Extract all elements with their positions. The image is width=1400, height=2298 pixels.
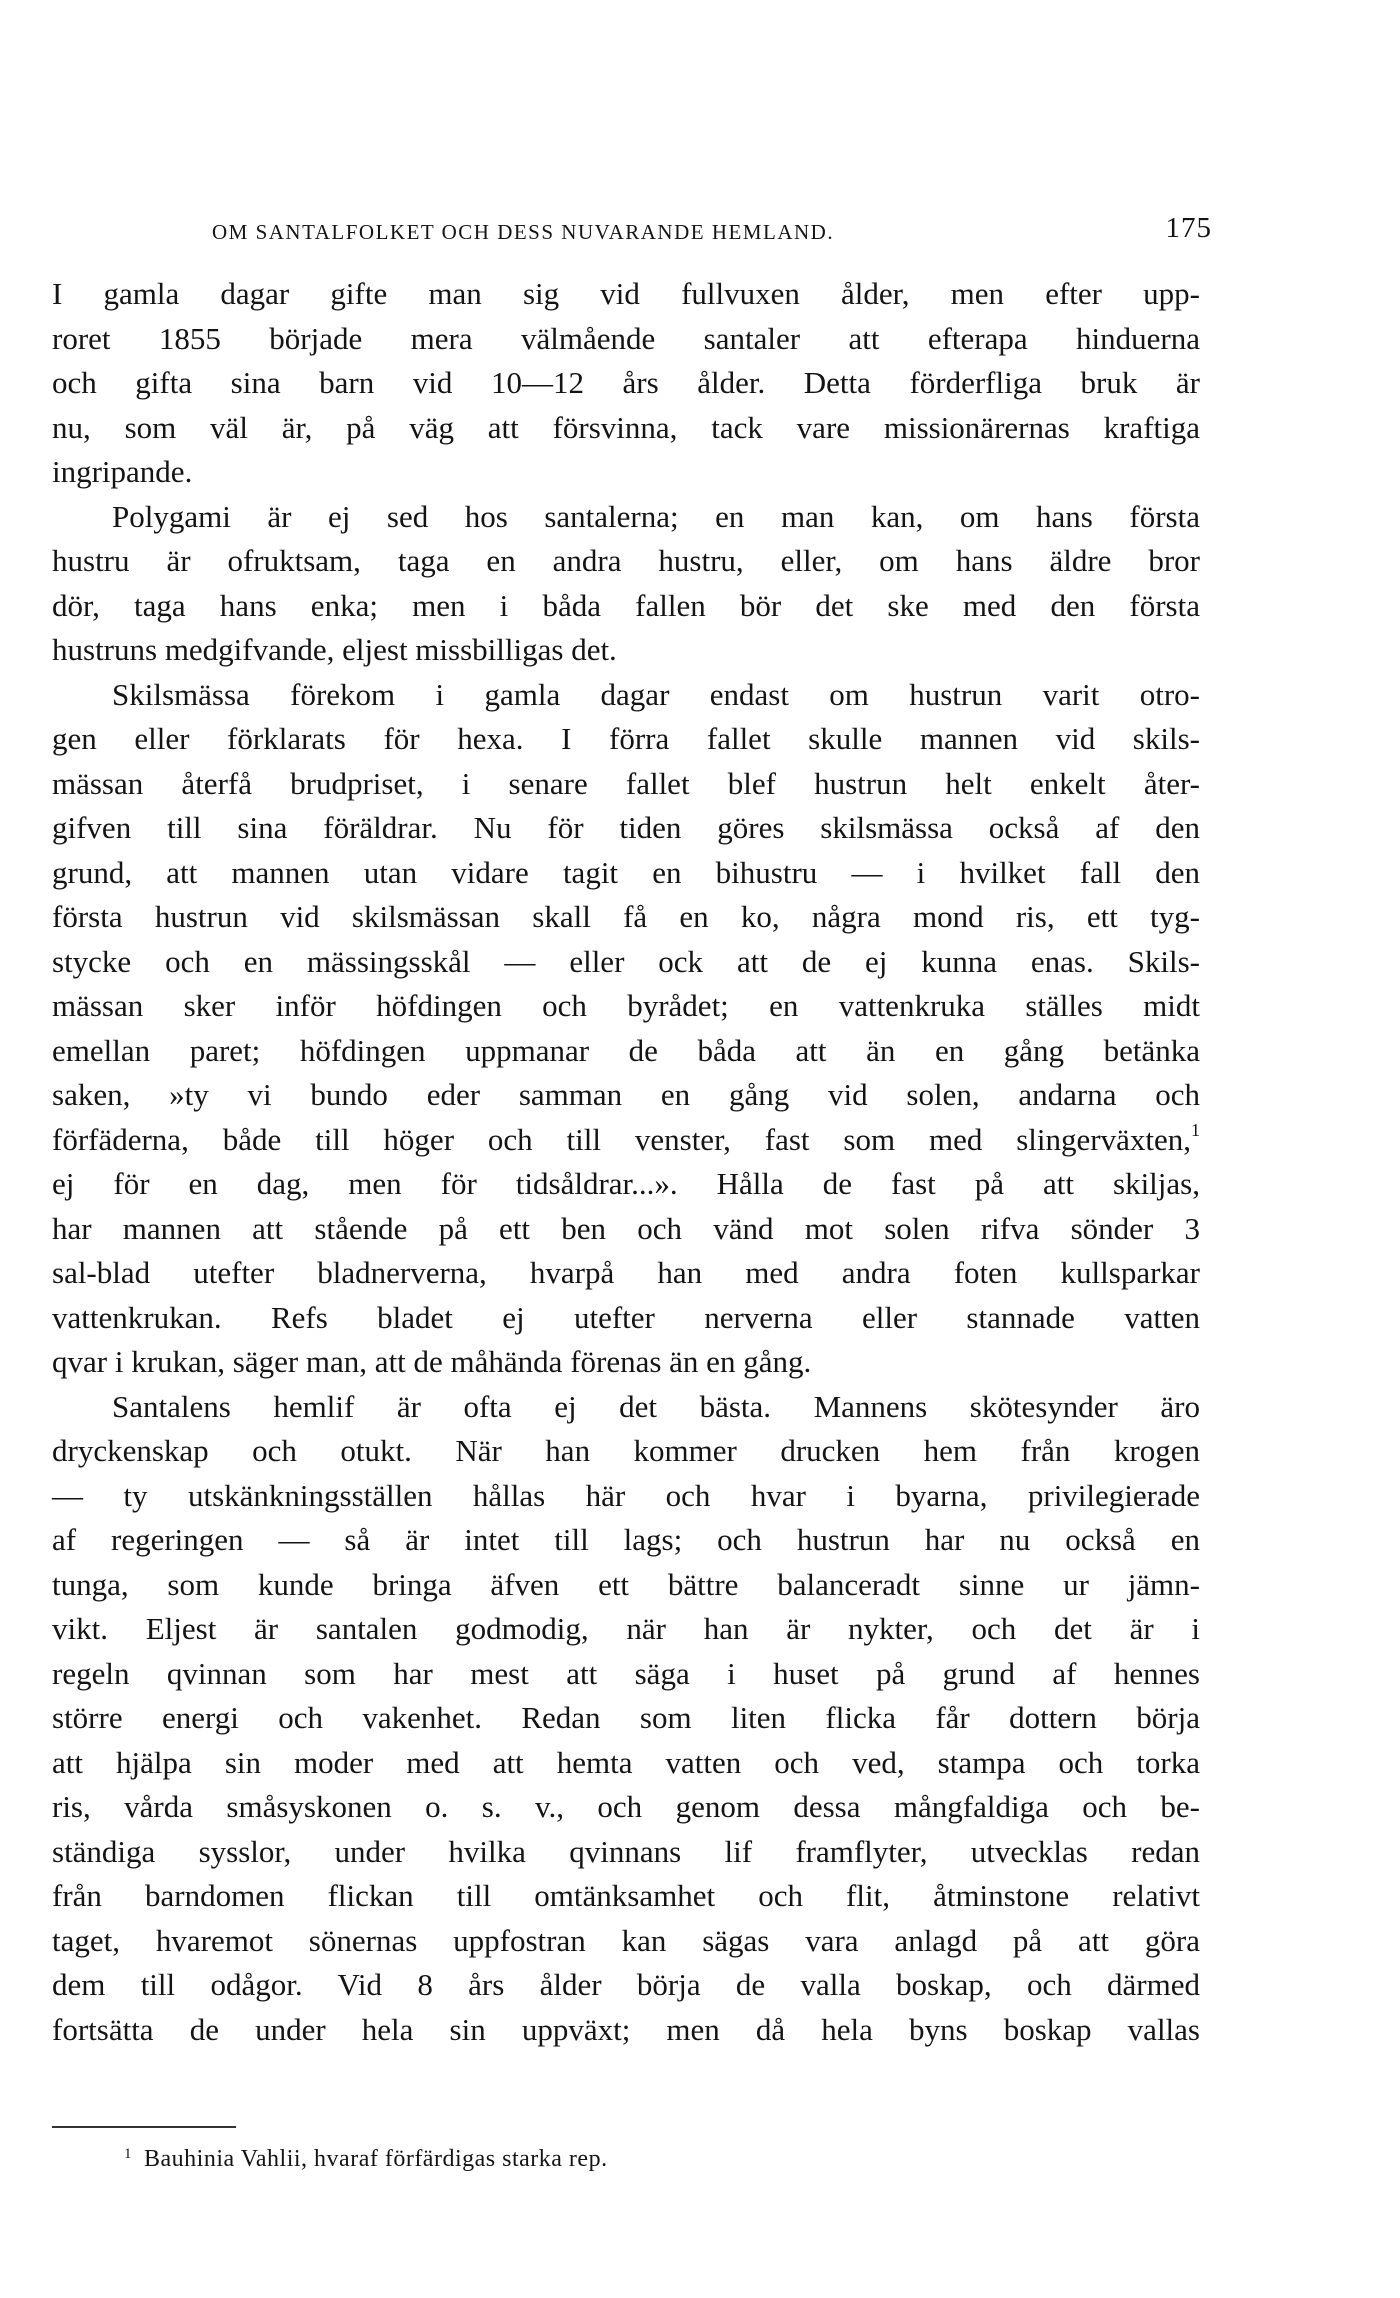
- footnote-rule: [52, 2126, 236, 2128]
- text-line: [52, 1207, 1200, 1252]
- text-line-content: att hjälpa sin moder med att hemta vatten och ved, stampa och torka: [52, 1744, 1200, 1780]
- text-line-content: — ty utskänkningsställen hållas här och hvar i byarna, privilegierade: [52, 1477, 1200, 1513]
- page-number: 175: [1165, 212, 1212, 244]
- text-line: [52, 851, 1200, 896]
- text-line-content: och gifta sina barn vid 10—12 års ålder. Detta förderfliga bruk är: [52, 365, 1200, 400]
- text-line: [52, 1251, 1200, 1296]
- text-line: [52, 317, 1200, 362]
- text-line-content: vikt. Eljest är santalen godmodig, när han är nykter, och det är i: [52, 1611, 1200, 1646]
- text-line: [52, 1029, 1200, 1074]
- text-line: [52, 1340, 1200, 1385]
- text-line-content: från barndomen flickan till omtänksamhet och flit, åtminstone relativt: [52, 1878, 1200, 1913]
- text-line-content: större energi och vakenhet. Redan som liten flicka får dottern börja: [52, 1700, 1200, 1735]
- text-line: [52, 1429, 1200, 1474]
- text-line: [52, 1963, 1200, 2008]
- text-line: [52, 272, 1200, 317]
- text-line: [52, 2008, 1200, 2053]
- text-line: [52, 1652, 1200, 1697]
- text-line-content: ris, vårda småsyskonen o. s. v., och genom dessa mångfaldiga och be-: [52, 1789, 1200, 1824]
- text-line-content: stycke och en mässingsskål — eller ock att de ej kunna enas. Skils-: [52, 943, 1200, 979]
- text-line-content: regeln qvinnan som har mest att säga i huset på grund af hennes: [52, 1655, 1200, 1691]
- running-head: [212, 212, 1212, 252]
- text-line-content: vattenkrukan. Refs bladet ej utefter nerverna eller stannade vatten: [52, 1299, 1200, 1335]
- text-line: [52, 406, 1200, 451]
- text-line: [52, 717, 1200, 762]
- text-line: [52, 495, 1200, 540]
- text-line: [52, 1563, 1200, 1608]
- text-line-content: I gamla dagar gifte man sig vid fullvuxen ålder, men efter upp-: [52, 276, 1200, 311]
- text-line-content: Santalens hemlif är ofta ej det bästa. Mannens skötesynder äro: [112, 1388, 1200, 1424]
- text-line-content: dör, taga hans enka; men i båda fallen bör det ske med den första: [52, 587, 1200, 623]
- text-line: [52, 940, 1200, 985]
- text-line-content: sal-blad utefter bladnerverna, hvarpå han med andra foten kullsparkar: [52, 1255, 1200, 1290]
- text-line: [52, 1296, 1200, 1341]
- text-line: [52, 1696, 1200, 1741]
- text-line-content: af regeringen — så är intet till lags; och hustrun har nu också en: [52, 1522, 1200, 1557]
- text-line: [52, 806, 1200, 851]
- text-line-content: ständiga sysslor, under hvilka qvinnans lif framflyter, utvecklas redan: [52, 1833, 1200, 1869]
- text-line: [52, 1518, 1200, 1563]
- text-line: [52, 539, 1200, 584]
- text-line-content: har mannen att stående på ett ben och vänd mot solen rifva sönder 3: [52, 1210, 1200, 1246]
- text-line: [52, 1385, 1200, 1430]
- text-line-content: Skilsmässa förekom i gamla dagar endast om hustrun varit otro-: [112, 676, 1200, 712]
- text-line-content: tunga, som kunde bringa äfven ett bättre balanceradt sinne ur jämn-: [52, 1566, 1200, 1602]
- text-line: [52, 1607, 1200, 1652]
- text-line-content: gifven till sina föräldrar. Nu för tiden göres skilsmässa också af den: [52, 810, 1200, 845]
- text-line: [52, 450, 1200, 495]
- text-line-content: första hustrun vid skilsmässan skall få en ko, några mond ris, ett tyg-: [52, 899, 1200, 934]
- text-line: [52, 1830, 1200, 1875]
- text-line: [52, 1741, 1200, 1786]
- text-line-content: roret 1855 började mera välmående santaler att efterapa hinduerna: [52, 320, 1200, 356]
- text-line: [52, 895, 1200, 940]
- text-line: [52, 1118, 1200, 1163]
- text-line-content: qvar i krukan, säger man, att de måhända förenas än en gång.: [52, 1344, 812, 1379]
- text-line-content: mässan sker inför höfdingen och byrådet; en vattenkruka ställes midt: [52, 988, 1200, 1023]
- text-line: [52, 584, 1200, 629]
- text-line-content: taget, hvaremot sönernas uppfostran kan sägas vara anlagd på att göra: [52, 1922, 1200, 1958]
- text-line-content: saken, »ty vi bundo eder samman en gång vid solen, andarna och: [52, 1077, 1200, 1112]
- text-line-content: ej för en dag, men för tidsåldrar...». Hålla de fast på att skiljas,: [52, 1166, 1200, 1201]
- text-line-content: hustruns medgifvande, eljest missbilligas det.: [52, 632, 617, 667]
- text-line: [52, 361, 1200, 406]
- text-line-content: fortsätta de under hela sin uppväxt; men då hela byns boskap vallas: [52, 2011, 1200, 2047]
- footnote: [124, 2146, 608, 2173]
- text-line-content: emellan paret; höfdingen uppmanar de båda att än en gång betänka: [52, 1032, 1200, 1068]
- text-line-content: nu, som väl är, på väg att försvinna, tack vare missionärernas kraftiga: [52, 409, 1200, 445]
- text-line: [52, 1874, 1200, 1919]
- text-line-content: gen eller förklarats för hexa. I förra fallet skulle mannen vid skils-: [52, 721, 1200, 756]
- text-line: [52, 628, 1200, 673]
- text-line-content: ingripande.: [52, 454, 193, 489]
- text-line-content: Polygami är ej sed hos santalerna; en man kan, om hans första: [112, 498, 1200, 534]
- text-line: [52, 1919, 1200, 1964]
- text-line: [52, 762, 1200, 807]
- text-line-content: grund, att mannen utan vidare tagit en bihustru — i hvilket fall den: [52, 854, 1200, 890]
- text-line: [52, 1785, 1200, 1830]
- text-line-content: dryckenskap och otukt. När han kommer drucken hem från krogen: [52, 1433, 1200, 1468]
- text-line: [52, 1162, 1200, 1207]
- text-line: [52, 1474, 1200, 1519]
- text-line-content: förfäderna, både till höger och till venster, fast som med slingerväxten,: [52, 1121, 1191, 1157]
- footnote-reference: 1: [1191, 1119, 1200, 1140]
- footnote-text: Bauhinia Vahlii, hvaraf förfärdigas starka rep.: [144, 2146, 608, 2172]
- text-line-content: hustru är ofruktsam, taga en andra hustru, eller, om hans äldre bror: [52, 543, 1200, 578]
- body-text: [52, 272, 1200, 2052]
- footnote-marker: 1: [124, 2146, 132, 2162]
- running-title: OM SANTALFOLKET OCH DESS NUVARANDE HEMLAND.: [212, 220, 835, 244]
- text-line-content: mässan återfå brudpriset, i senare fallet blef hustrun helt enkelt åter-: [52, 765, 1200, 801]
- text-line: [52, 984, 1200, 1029]
- text-line: [52, 673, 1200, 718]
- text-line: [52, 1073, 1200, 1118]
- text-line-content: dem till odågor. Vid 8 års ålder börja de valla boskap, och därmed: [52, 1967, 1200, 2002]
